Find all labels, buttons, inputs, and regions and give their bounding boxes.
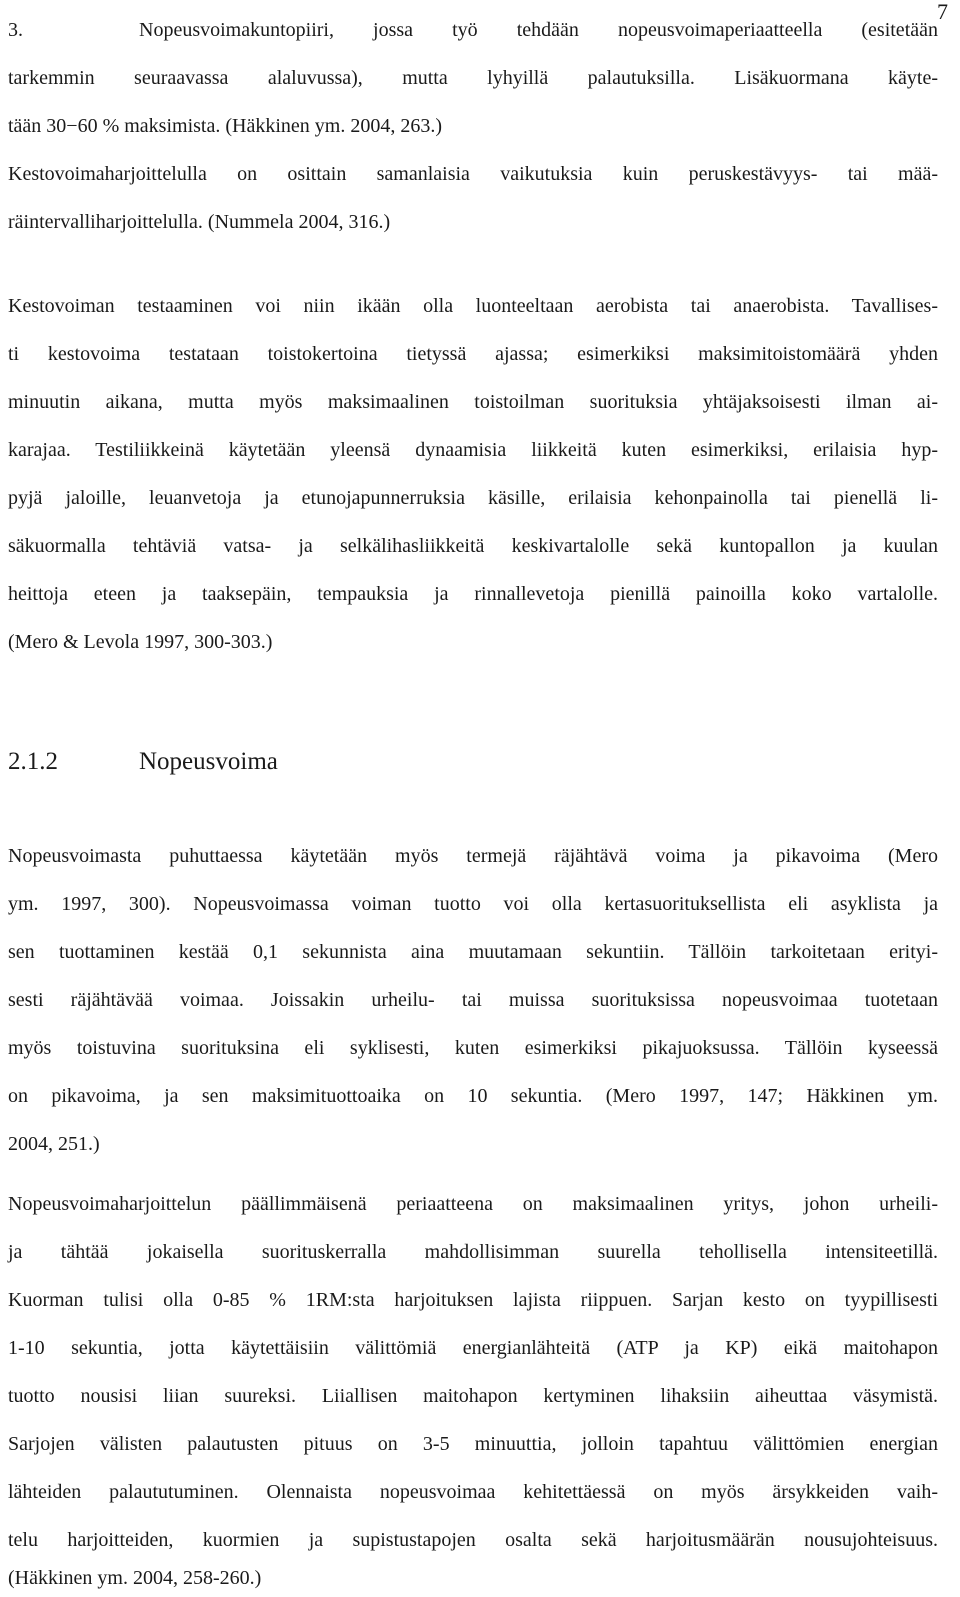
text-line: Kuorman tulisi olla 0-85 % 1RM:sta harjoituksen lajista riippuen. Sarjan kesto on tyypillisesti	[8, 1289, 938, 1311]
text-line: telu harjoitteiden, kuormien ja supistustapojen osalta sekä harjoitusmäärän nousujohteisuus.	[8, 1529, 938, 1551]
text-line: Nopeusvoimaharjoittelun päällimmäisenä periaatteena on maksimaalinen yritys, johon urheili-	[8, 1193, 938, 1215]
text-line: sen tuottaminen kestää 0,1 sekunnista aina muutamaan sekuntiin. Tällöin tarkoitetaan erityi-	[8, 941, 938, 963]
text-line: heittoja eteen ja taaksepäin, tempauksia ja rinnallevetoja pienillä painoilla koko vartalolle.	[8, 583, 938, 605]
text-line: 1-10 sekuntia, jotta käytettäisiin välittömiä energianlähteitä (ATP ja KP) eikä maitohapon	[8, 1337, 938, 1359]
text-line: ti kestovoima testataan toistokertoina tietyssä ajassa; esimerkiksi maksimitoistomäärä yhden	[8, 343, 938, 365]
text-line: 2004, 251.)	[8, 1133, 100, 1155]
text-line: tään 30−60 % maksimista. (Häkkinen ym. 2004, 263.)	[8, 115, 442, 137]
text-line: tarkemmin seuraavassa alaluvussa), mutta lyhyillä palautuksilla. Lisäkuormana käyte-	[8, 67, 938, 89]
text-line: karajaa. Testiliikkeinä käytetään yleensä dynaamisia liikkeitä kuten esimerkiksi, erilaisia hyp-	[8, 439, 938, 461]
text-line: Sarjojen välisten palautusten pituus on 3-5 minuuttia, jolloin tapahtuu välittömien energian	[8, 1433, 938, 1455]
text-line: Kestovoiman testaaminen voi niin ikään olla luonteeltaan aerobista tai anaerobista. Tavallises-	[8, 295, 938, 317]
section-number: 2.1.2	[8, 748, 58, 775]
text-line: säkuormalla tehtäviä vatsa- ja selkälihasliikkeitä keskivartalolle sekä kuntopallon ja kuulan	[8, 535, 938, 557]
text-line: Kestovoimaharjoittelulla on osittain samanlaisia vaikutuksia kuin peruskestävyys- tai mää-	[8, 163, 938, 185]
text-line: Nopeusvoimasta puhuttaessa käytetään myös termejä räjähtävä voima ja pikavoima (Mero	[8, 845, 938, 867]
text-line: sesti räjähtävää voimaa. Joissakin urheilu- tai muissa suorituksissa nopeusvoimaa tuotetaan	[8, 989, 938, 1011]
text-line: on pikavoima, ja sen maksimituottoaika on 10 sekuntia. (Mero 1997, 147; Häkkinen ym.	[8, 1085, 938, 1107]
text-line: Nopeusvoimakuntopiiri, jossa työ tehdään nopeusvoimaperiaatteella (esitetään	[139, 19, 938, 41]
text-line: pyjä jaloille, leuanvetoja ja etunojapunnerruksia käsille, erilaisia kehonpainolla tai pienellä li-	[8, 487, 938, 509]
text-line: ym. 1997, 300). Nopeusvoimassa voiman tuotto voi olla kertasuorituksellista eli asyklista ja	[8, 893, 938, 915]
text-line: minuutin aikana, mutta myös maksimaalinen toistoilman suorituksia yhtäjaksoisesti ilman ai-	[8, 391, 938, 413]
text-line: myös toistuvina suorituksina eli syklisesti, kuten esimerkiksi pikajuoksussa. Tällöin kyseessä	[8, 1037, 938, 1059]
list-item-number: 3.	[8, 19, 23, 41]
text-line: (Häkkinen ym. 2004, 258-260.)	[8, 1567, 262, 1589]
text-line: lähteiden palaututuminen. Olennaista nopeusvoimaa kehitettäessä on myös ärsykkeiden vaih-	[8, 1481, 938, 1503]
page-number: 7	[937, 0, 948, 24]
text-line: räintervalliharjoittelulla. (Nummela 2004, 316.)	[8, 211, 391, 233]
text-line: tuotto nousisi liian suureksi. Liiallisen maitohapon kertyminen lihaksiin aiheuttaa väsymistä.	[8, 1385, 938, 1407]
section-title: Nopeusvoima	[139, 748, 278, 775]
text-line: ja tähtää jokaisella suorituskerralla mahdollisimman suurella tehollisella intensiteetillä.	[8, 1241, 938, 1263]
text-line: (Mero & Levola 1997, 300-303.)	[8, 631, 273, 653]
